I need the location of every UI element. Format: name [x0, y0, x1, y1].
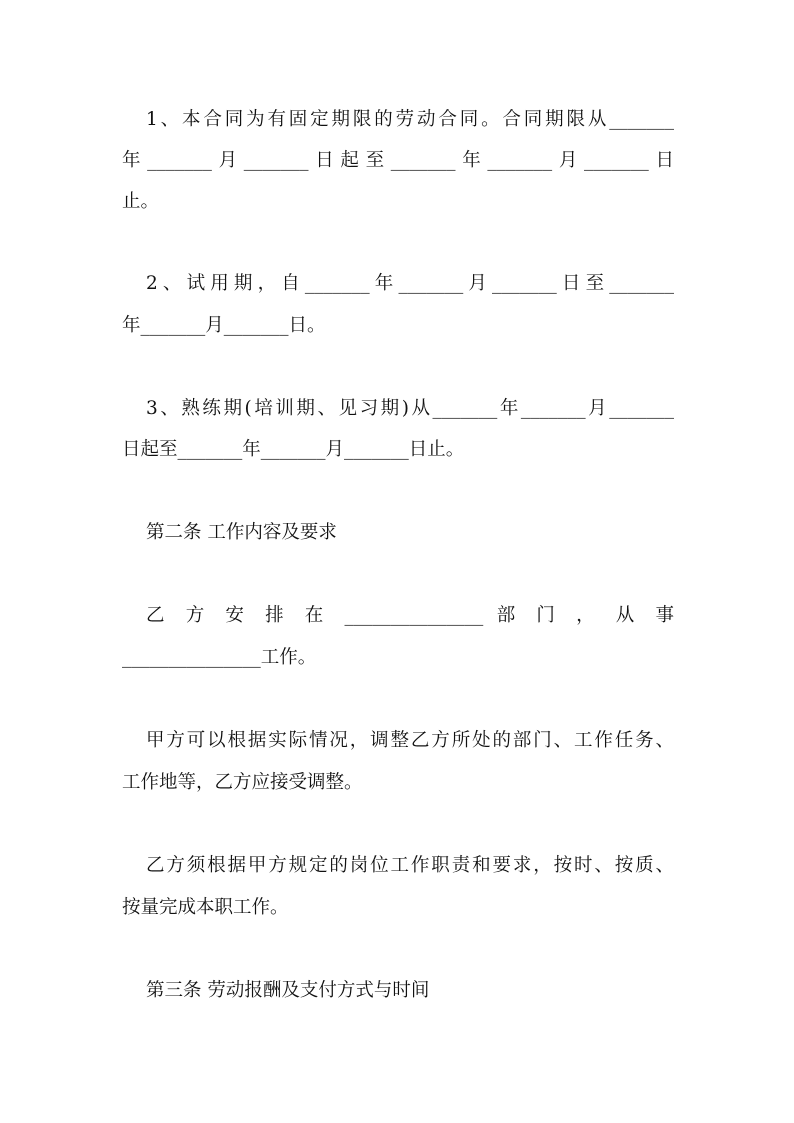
article2-para2-line2: 工作地等，乙方应接受调整。	[122, 772, 363, 793]
article2-para1-line1: 乙 方 安 排 在 _______________ 部 门 ， 从 事	[146, 605, 674, 626]
article2-para3-line2: 按量完成本职工作。	[122, 897, 289, 918]
clause3-line1: 3、熟练期(培训期、见习期)从_______年_______月_______	[146, 398, 674, 419]
article3-heading: 第三条 劳动报酬及支付方式与时间	[146, 980, 430, 1001]
clause1-line1: 1、本合同为有固定期限的劳动合同。合同期限从_______	[146, 109, 674, 130]
clause2-line2: 年_______月_______日。	[122, 315, 326, 336]
article2-para3-line1: 乙方须根据甲方规定的岗位工作职责和要求，按时、按质、	[146, 855, 674, 876]
clause1-line2: 年_______月_______日起至_______年_______月_______日	[122, 150, 674, 171]
clause2-line1: 2、试用期，自_______年_______月_______日至_______	[146, 273, 674, 294]
article2-para2-line1: 甲方可以根据实际情况，调整乙方所处的部门、工作任务、	[146, 730, 674, 751]
clause3-line2: 日起至_______年_______月_______日止。	[122, 439, 465, 460]
clause1-line3: 止。	[122, 191, 160, 212]
article2-heading: 第二条 工作内容及要求	[146, 522, 337, 543]
article2-para1-line2: _______________工作。	[122, 647, 317, 668]
